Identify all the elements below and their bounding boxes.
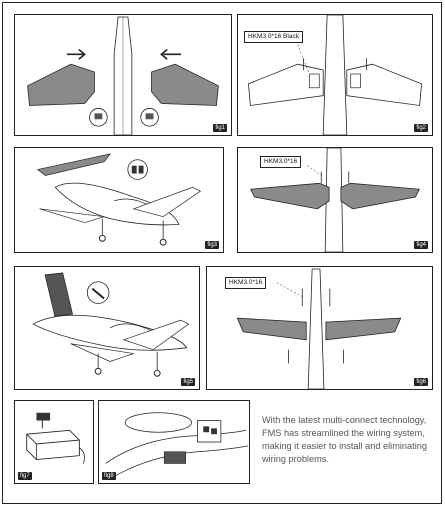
fig6-label: fig6 [416,379,426,385]
panel-fig1 [14,14,232,136]
fig3-label: fig3 [207,242,217,248]
panel-fig7 [14,400,94,484]
panel-fig5 [14,266,200,390]
fig8-label: fig8 [104,473,114,479]
fig7-label: fig7 [20,473,30,479]
fig4-label: fig4 [416,242,426,248]
fig4-screw-callout: HKM3.0*16 [260,156,301,168]
panel-fig6 [206,266,433,390]
fig5-illustration [15,267,199,389]
panel-fig2 [237,14,433,136]
fig6-screw-callout: HKM3.0*16 [225,277,266,289]
fig1-label: fig1 [215,125,225,131]
fig2-label: fig2 [416,125,426,131]
panel-fig4 [237,147,433,253]
panel-fig3 [14,147,224,253]
panel-fig8 [98,400,250,484]
description-text: With the latest multi-connect technology, FMS has streamlined the wiring system, making it easier to install and eliminating wiring problems. [262,415,427,465]
fig3-illustration [15,148,223,252]
fig7-illustration [15,401,93,483]
fig8-illustration [99,401,249,483]
fig5-label: fig5 [183,379,193,385]
fig2-screw-callout: HKM3.0*16 Black [244,31,303,43]
fig1-illustration [15,15,231,135]
